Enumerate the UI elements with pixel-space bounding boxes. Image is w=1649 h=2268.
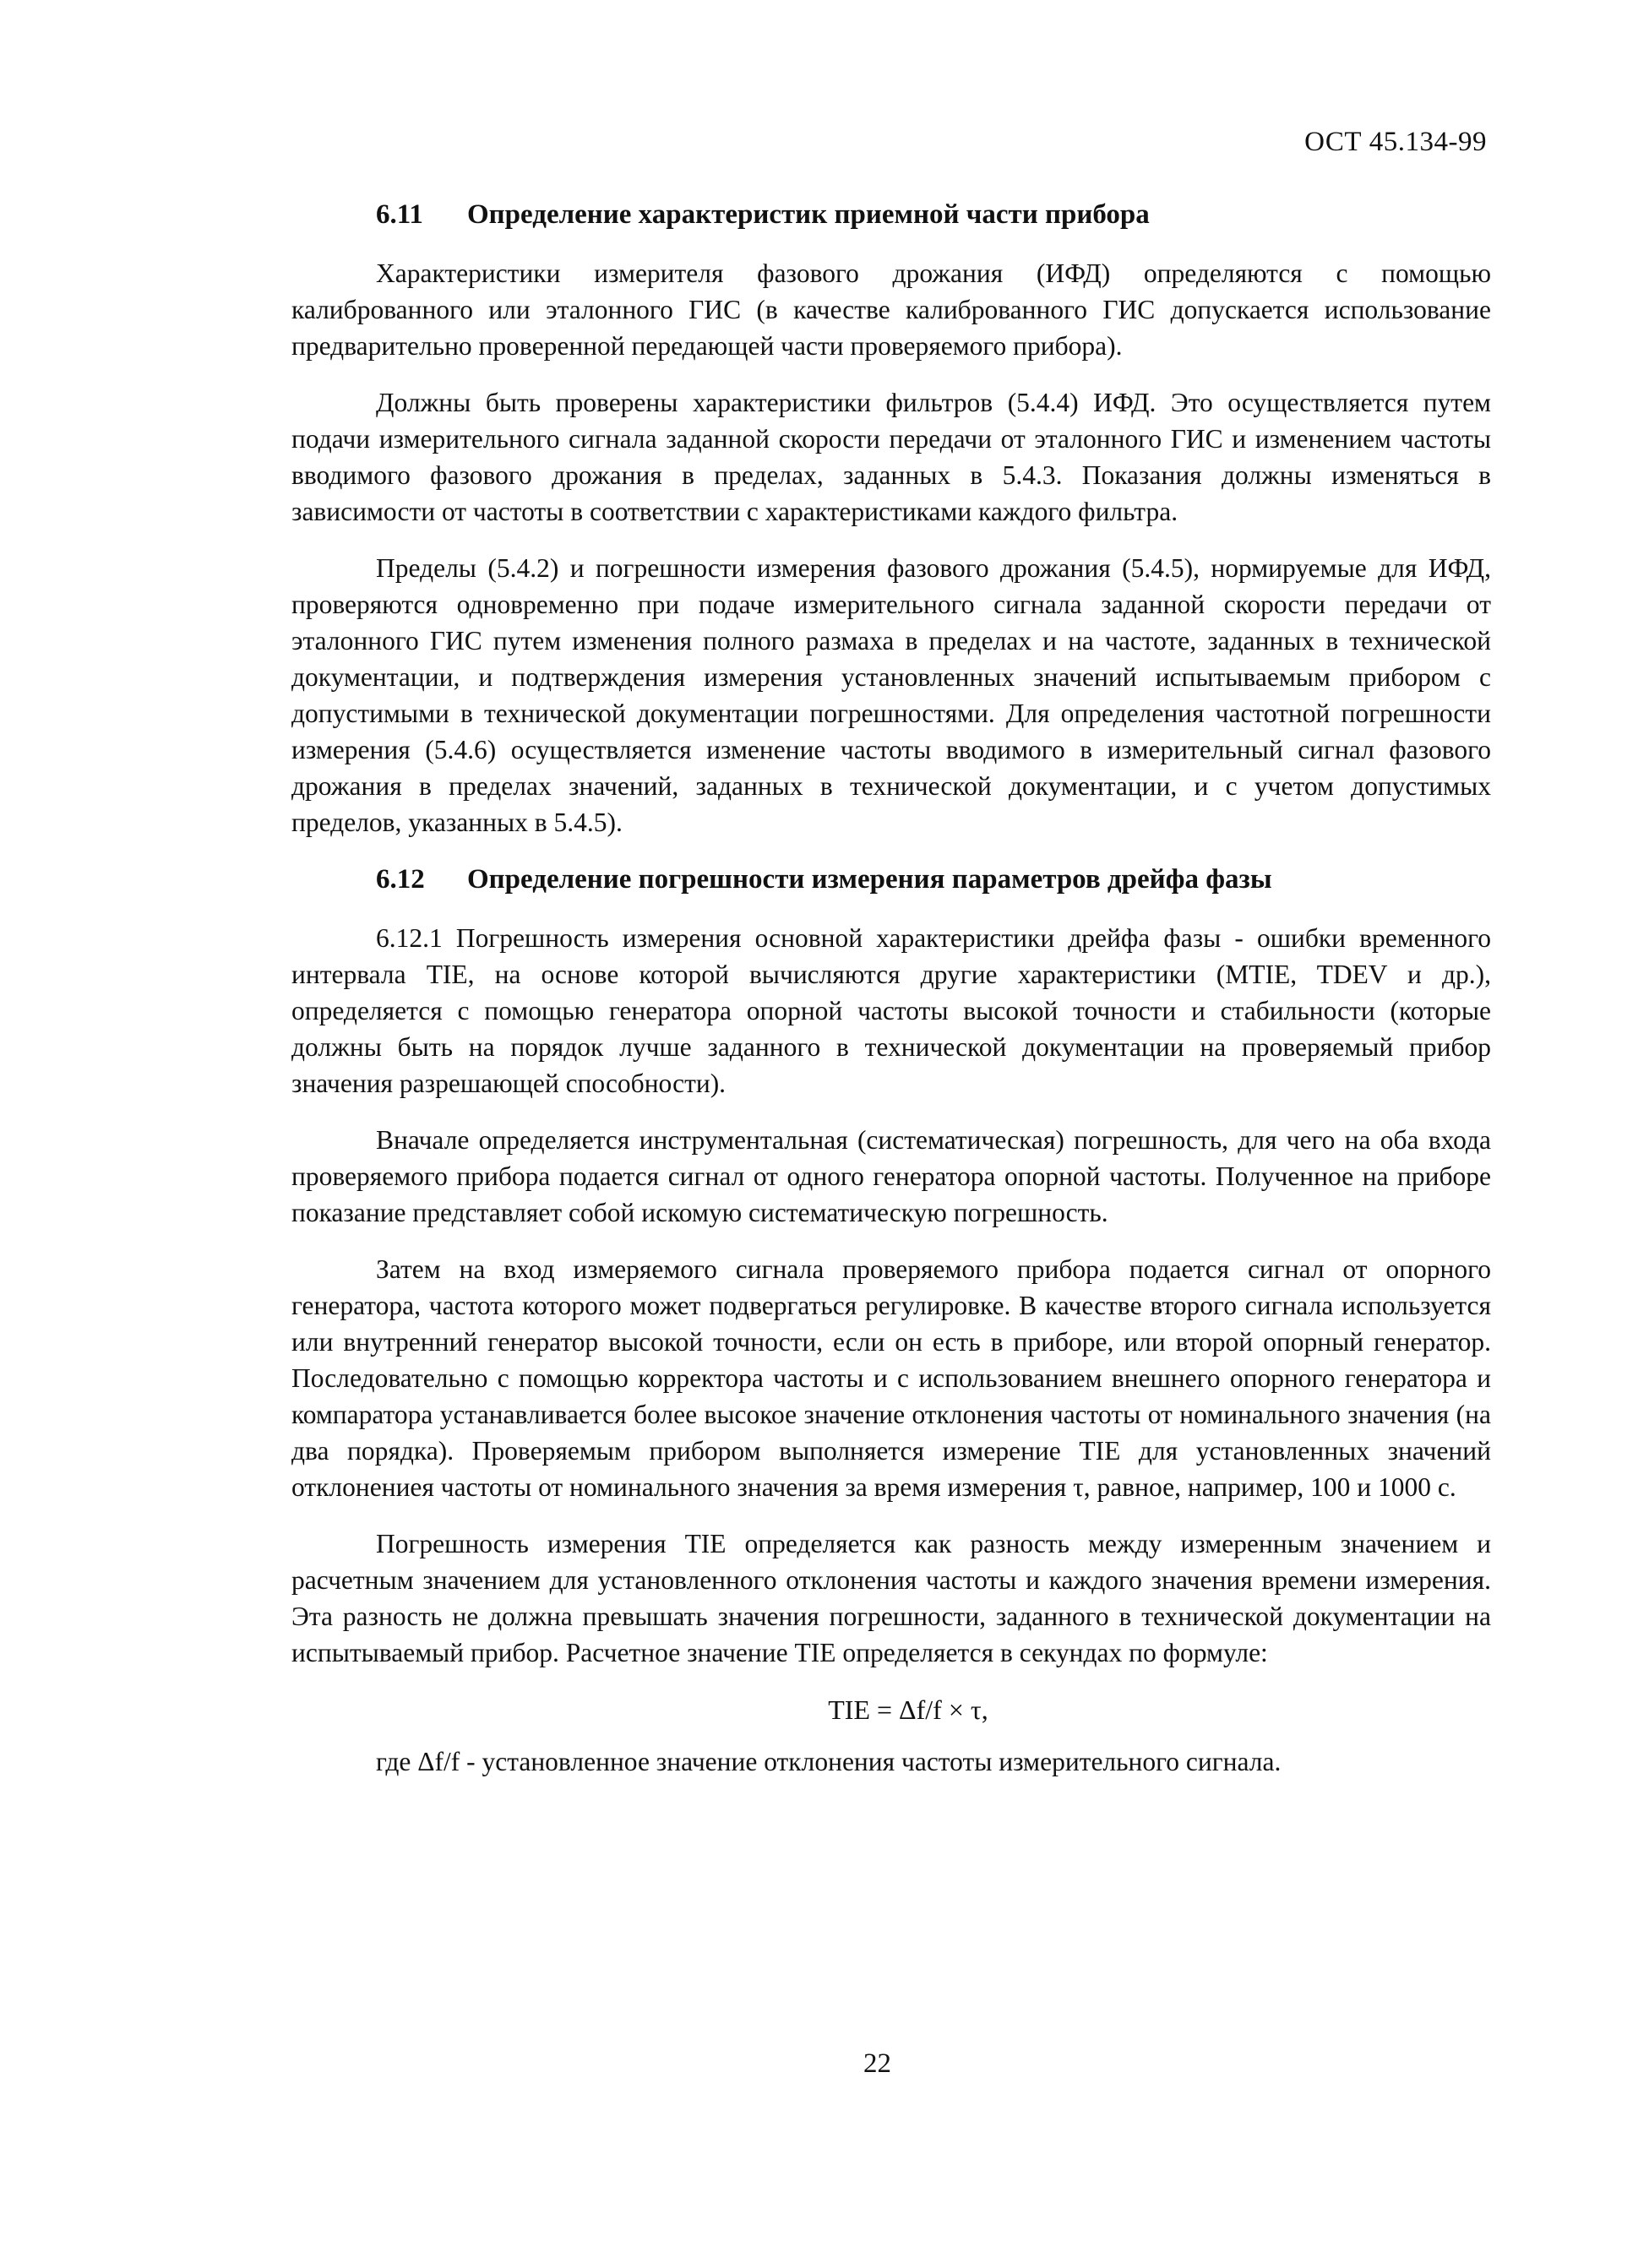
paragraph: Должны быть проверены характеристики фильтров (5.4.4) ИФД. Это осуществляется путем подачи измерительного сигнала заданной скорости передачи от эталонного ГИС и изменением частоты вводимого фазового дрожания в пределах, заданных в 5.4.3. Показания должны изменяться в зависимости от частоты в соответствии с характеристиками каждого фильтра. — [291, 388, 1491, 526]
paragraph: Вначале определяется инструментальная (систематическая) погрешность, для чего на оба входа проверяемого прибора подается сигнал от одного генератора опорной частоты. Полученное на приборе показание представляет собой искомую систематическую погрешность. — [291, 1125, 1491, 1227]
section-number: 6.12 — [376, 864, 425, 895]
paragraph: Характеристики измерителя фазового дрожания (ИФД) определяются с помощью калиброванного или эталонного ГИС (в качестве калиброванного ГИС допускается использование предварительно проверенной передающей части проверяемого прибора). — [291, 258, 1491, 361]
formula-note: где Δf/f - установленное значение отклонения частоты измерительного сигнала. — [376, 1747, 1282, 1776]
formula: TIE = Δf/f × τ, — [828, 1694, 988, 1725]
paragraph: 6.12.1 Погрешность измерения основной характеристики дрейфа фазы - ошибки временного интервала TIE, на основе которой вычисляются другие характеристики (MTIE, TDEV и др.), определяется с помощью генератора опорной частоты высокой точности и стабильности (которые должны быть на порядок лучше заданного в технической документации на проверяемый прибор значения разрешающей способности). — [291, 923, 1491, 1098]
section-heading-6-11 — [291, 196, 1491, 233]
page-number: 22 — [863, 2048, 891, 2079]
section-title: Определение характеристик приемной части прибора — [467, 199, 1150, 230]
paragraph: Затем на вход измеряемого сигнала проверяемого прибора подается сигнал от опорного генератора, частота которого может подвергаться регулировке. В качестве второго сигнала используется или внутренний генератор высокой точности, если он есть в приборе, или второй опорный генератор. Последовательно с помощью корректора частоты и с использованием внешнего опорного генератора и компаратора устанавливается более высокое значение отклонения частоты от номинального значения (на два порядка). Проверяемым прибором выполняется измерение TIE для установленных значений отклонениея частоты от номинального значения за время измерения τ, равное, например, 100 и 1000 с. — [291, 1254, 1491, 1502]
section-title: Определение погрешности измерения параметров дрейфа фазы — [467, 864, 1272, 895]
paragraph: Погрешность измерения TIE определяется как разность между измеренным значением и расчетным значением для установленного отклонения частоты и каждого значения времени измерения. Эта разность не должна превышать значения погрешности, заданного в технической документации на испытываемый прибор. Расчетное значение TIE определяется в секундах по формуле: — [291, 1529, 1491, 1667]
section-number: 6.11 — [376, 199, 423, 230]
page-content — [291, 196, 1491, 1781]
document-code: ОСТ 45.134-99 — [1304, 127, 1487, 157]
section-heading-6-12 — [291, 861, 1491, 898]
paragraph: Пределы (5.4.2) и погрешности измерения фазового дрожания (5.4.5), нормируемые для ИФД, проверяются одновременно при подаче измерительного сигнала заданной скорости передачи от эталонного ГИС путем изменения полного размаха в пределах и на частоте, заданных в технической документации, и подтверждения измерения установленных значений испытываемым прибором с допустимыми в технической документации погрешностями. Для определения частотной погрешности измерения (5.4.6) осуществляется изменение частоты вводимого в измерительный сигнал фазового дрожания в пределах значений, заданных в технической документации, и с учетом допустимых пределов, указанных в 5.4.5). — [291, 553, 1491, 837]
